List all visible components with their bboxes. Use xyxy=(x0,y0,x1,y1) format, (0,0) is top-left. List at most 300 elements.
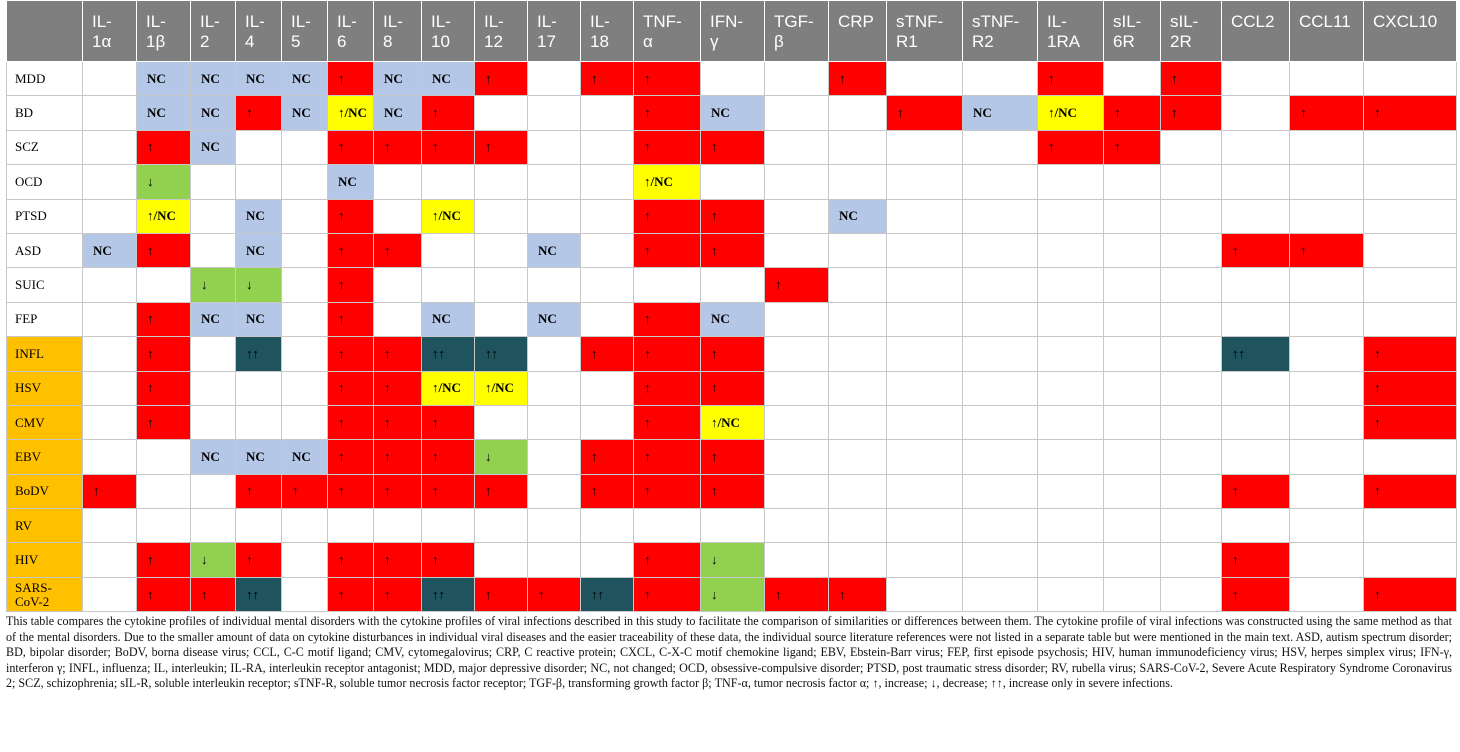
table-cell: ↑ xyxy=(374,371,422,405)
table-cell xyxy=(634,268,701,302)
table-cell xyxy=(1161,509,1222,543)
table-cell xyxy=(1104,62,1161,96)
table-cell xyxy=(1364,543,1457,577)
table-cell xyxy=(137,440,191,474)
table-cell: ↑ xyxy=(422,440,475,474)
table-cell xyxy=(1161,268,1222,302)
table-cell xyxy=(1038,474,1104,508)
table-cell: ↑ xyxy=(1038,62,1104,96)
table-cell: NC xyxy=(83,233,137,267)
table-cell: ↑ xyxy=(374,337,422,371)
table-cell xyxy=(963,371,1038,405)
row-label: MDD xyxy=(7,62,83,96)
table-cell: NC xyxy=(374,62,422,96)
table-cell: NC xyxy=(422,302,475,336)
table-cell xyxy=(1222,199,1290,233)
table-cell: ↑ xyxy=(422,96,475,130)
table-cell xyxy=(83,577,137,611)
table-cell: ↑ xyxy=(137,337,191,371)
table-cell xyxy=(83,371,137,405)
table-cell xyxy=(1038,543,1104,577)
row-label: CMV xyxy=(7,405,83,439)
table-cell: ↑ xyxy=(1104,96,1161,130)
table-cell: NC xyxy=(328,165,374,199)
table-cell xyxy=(475,199,528,233)
table-cell xyxy=(1161,474,1222,508)
table-cell: ↑ xyxy=(422,474,475,508)
table-cell xyxy=(1364,440,1457,474)
table-cell: ↑ xyxy=(1104,130,1161,164)
table-cell xyxy=(765,405,829,439)
table-cell: NC xyxy=(282,96,328,130)
table-cell xyxy=(829,440,887,474)
table-cell xyxy=(963,440,1038,474)
table-cell: ↑ xyxy=(1364,371,1457,405)
table-cell xyxy=(528,543,581,577)
table-cell: ↑ xyxy=(137,405,191,439)
table-cell xyxy=(422,509,475,543)
table-cell: NC xyxy=(137,62,191,96)
table-cell xyxy=(83,337,137,371)
table-cell: ↓ xyxy=(475,440,528,474)
table-cell: ↓ xyxy=(701,543,765,577)
table-cell: ↑↑ xyxy=(422,337,475,371)
table-cell: ↑ xyxy=(701,199,765,233)
table-cell: ↑ xyxy=(374,233,422,267)
table-cell xyxy=(581,165,634,199)
table-cell xyxy=(528,509,581,543)
table-cell xyxy=(581,302,634,336)
table-cell xyxy=(887,405,963,439)
table-cell xyxy=(528,268,581,302)
table-row xyxy=(7,405,1457,439)
table-cell: ↑ xyxy=(1290,96,1364,130)
table-row xyxy=(7,165,1457,199)
table-cell: ↑ xyxy=(1222,543,1290,577)
row-label: RV xyxy=(7,509,83,543)
table-cell xyxy=(83,302,137,336)
table-cell xyxy=(422,268,475,302)
table-cell xyxy=(282,337,328,371)
table-cell xyxy=(475,509,528,543)
table-cell: ↑/NC xyxy=(422,199,475,233)
table-cell xyxy=(528,199,581,233)
table-cell: ↓ xyxy=(137,165,191,199)
row-label: ASD xyxy=(7,233,83,267)
table-cell xyxy=(1364,302,1457,336)
table-cell: NC xyxy=(191,62,236,96)
table-cell xyxy=(282,130,328,164)
table-cell xyxy=(137,474,191,508)
table-cell: ↑ xyxy=(887,96,963,130)
table-cell xyxy=(191,337,236,371)
table-row xyxy=(7,509,1457,543)
table-cell: ↑/NC xyxy=(634,165,701,199)
table-row xyxy=(7,543,1457,577)
table-cell: ↑ xyxy=(191,577,236,611)
row-label: BoDV xyxy=(7,474,83,508)
table-cell: ↑ xyxy=(634,62,701,96)
table-cell: ↑/NC xyxy=(328,96,374,130)
column-header: IL- 8 xyxy=(374,1,422,62)
table-cell xyxy=(1222,440,1290,474)
table-cell: NC xyxy=(282,440,328,474)
table-cell: ↑ xyxy=(1222,233,1290,267)
row-label: INFL xyxy=(7,337,83,371)
table-cell xyxy=(581,543,634,577)
table-cell xyxy=(829,96,887,130)
table-cell xyxy=(528,405,581,439)
table-cell xyxy=(1290,474,1364,508)
table-cell xyxy=(1038,509,1104,543)
table-cell: NC xyxy=(191,130,236,164)
table-cell xyxy=(963,337,1038,371)
table-cell: ↑ xyxy=(1364,405,1457,439)
row-label: EBV xyxy=(7,440,83,474)
table-cell: ↑ xyxy=(137,302,191,336)
table-cell xyxy=(887,577,963,611)
table-cell: ↑ xyxy=(328,577,374,611)
table-cell: NC xyxy=(701,96,765,130)
table-cell xyxy=(1290,371,1364,405)
table-cell xyxy=(765,165,829,199)
table-cell: NC xyxy=(236,302,282,336)
table-row xyxy=(7,199,1457,233)
table-cell xyxy=(887,474,963,508)
table-cell: ↑ xyxy=(282,474,328,508)
table-row xyxy=(7,302,1457,336)
table-cell xyxy=(581,199,634,233)
table-cell xyxy=(236,165,282,199)
table-cell xyxy=(528,337,581,371)
table-cell: ↑ xyxy=(765,268,829,302)
table-cell xyxy=(887,440,963,474)
table-cell: ↑ xyxy=(581,440,634,474)
table-cell xyxy=(829,130,887,164)
table-cell xyxy=(1364,62,1457,96)
table-cell xyxy=(374,268,422,302)
table-cell xyxy=(191,474,236,508)
table-cell: ↑ xyxy=(475,474,528,508)
table-cell: ↑ xyxy=(374,440,422,474)
table-cell xyxy=(191,165,236,199)
table-cell: NC xyxy=(191,96,236,130)
table-cell xyxy=(528,440,581,474)
table-cell xyxy=(1222,302,1290,336)
table-cell: ↑ xyxy=(137,233,191,267)
table-cell xyxy=(1290,199,1364,233)
table-cell xyxy=(528,371,581,405)
table-cell xyxy=(887,509,963,543)
table-cell xyxy=(581,96,634,130)
table-cell: ↑ xyxy=(236,96,282,130)
table-cell: ↑ xyxy=(374,130,422,164)
column-header: CXCL10 xyxy=(1364,1,1457,62)
column-header: CRP xyxy=(829,1,887,62)
table-cell xyxy=(1222,96,1290,130)
table-cell xyxy=(282,405,328,439)
table-cell xyxy=(1290,130,1364,164)
table-cell xyxy=(282,302,328,336)
table-row xyxy=(7,233,1457,267)
column-header: sIL- 2R xyxy=(1161,1,1222,62)
table-cell: ↑↑ xyxy=(1222,337,1290,371)
table-cell xyxy=(963,302,1038,336)
table-cell xyxy=(191,405,236,439)
table-cell xyxy=(1364,233,1457,267)
table-cell: ↑ xyxy=(581,337,634,371)
table-cell xyxy=(887,371,963,405)
table-cell xyxy=(581,130,634,164)
table-cell xyxy=(1222,130,1290,164)
table-cell xyxy=(1038,268,1104,302)
table-cell: ↑↑ xyxy=(422,577,475,611)
table-cell xyxy=(282,233,328,267)
column-header: IL- 17 xyxy=(528,1,581,62)
table-cell xyxy=(765,62,829,96)
table-cell: ↑ xyxy=(328,371,374,405)
table-cell: ↑ xyxy=(374,474,422,508)
table-cell: NC xyxy=(528,302,581,336)
table-cell xyxy=(1290,268,1364,302)
table-cell: NC xyxy=(374,96,422,130)
table-cell: ↑ xyxy=(581,62,634,96)
table-cell xyxy=(528,474,581,508)
table-cell xyxy=(191,371,236,405)
row-label: HIV xyxy=(7,543,83,577)
table-cell xyxy=(829,509,887,543)
table-cell: NC xyxy=(137,96,191,130)
table-cell xyxy=(374,509,422,543)
header-corner xyxy=(7,1,83,62)
table-cell xyxy=(1222,268,1290,302)
table-cell: NC xyxy=(528,233,581,267)
table-cell xyxy=(1038,440,1104,474)
table-cell xyxy=(581,268,634,302)
table-cell xyxy=(1290,62,1364,96)
table-cell xyxy=(1038,337,1104,371)
table-cell xyxy=(475,233,528,267)
column-header: IL- 18 xyxy=(581,1,634,62)
table-cell: ↑↑ xyxy=(475,337,528,371)
column-header: IFN- γ xyxy=(701,1,765,62)
table-cell xyxy=(1222,371,1290,405)
row-label: HSV xyxy=(7,371,83,405)
table-cell: ↑ xyxy=(1364,577,1457,611)
table-cell xyxy=(528,62,581,96)
table-cell: ↑ xyxy=(475,130,528,164)
table-cell xyxy=(1104,440,1161,474)
table-cell: ↑/NC xyxy=(701,405,765,439)
table-cell xyxy=(765,509,829,543)
table-cell: ↑ xyxy=(634,474,701,508)
table-cell xyxy=(1161,337,1222,371)
table-cell xyxy=(963,165,1038,199)
table-cell: ↑ xyxy=(328,405,374,439)
table-cell xyxy=(887,302,963,336)
table-row xyxy=(7,268,1457,302)
table-cell: ↑ xyxy=(1364,96,1457,130)
table-cell xyxy=(581,405,634,439)
table-cell: ↑/NC xyxy=(422,371,475,405)
table-cell: ↑ xyxy=(1222,577,1290,611)
table-cell xyxy=(963,199,1038,233)
table-cell: ↑↑ xyxy=(581,577,634,611)
column-header: IL- 6 xyxy=(328,1,374,62)
table-cell xyxy=(422,165,475,199)
table-cell: ↑↑ xyxy=(236,337,282,371)
table-cell: ↑ xyxy=(634,302,701,336)
table-cell: NC xyxy=(236,233,282,267)
table-cell: NC xyxy=(191,440,236,474)
table-cell xyxy=(887,199,963,233)
table-cell xyxy=(1290,577,1364,611)
table-cell: ↑ xyxy=(634,440,701,474)
table-cell xyxy=(83,199,137,233)
table-cell xyxy=(191,509,236,543)
table-cell: ↑ xyxy=(1161,96,1222,130)
table-cell xyxy=(374,165,422,199)
table-cell xyxy=(328,509,374,543)
table-cell xyxy=(887,268,963,302)
table-cell xyxy=(1038,165,1104,199)
table-cell xyxy=(475,543,528,577)
table-cell xyxy=(282,371,328,405)
table-cell: NC xyxy=(236,62,282,96)
table-cell xyxy=(1222,405,1290,439)
table-cell xyxy=(236,371,282,405)
table-cell xyxy=(765,233,829,267)
table-cell xyxy=(581,233,634,267)
table-cell xyxy=(1038,371,1104,405)
header-row xyxy=(7,1,1457,62)
table-cell xyxy=(475,302,528,336)
row-label: PTSD xyxy=(7,199,83,233)
table-cell xyxy=(83,165,137,199)
table-cell: ↑ xyxy=(634,96,701,130)
row-label: BD xyxy=(7,96,83,130)
table-cell xyxy=(1161,405,1222,439)
table-cell xyxy=(1038,233,1104,267)
table-cell: ↑ xyxy=(236,543,282,577)
table-cell xyxy=(191,199,236,233)
table-cell xyxy=(963,543,1038,577)
table-cell: ↑ xyxy=(1222,474,1290,508)
table-cell xyxy=(1290,509,1364,543)
table-cell xyxy=(1161,233,1222,267)
table-cell: ↑ xyxy=(83,474,137,508)
table-cell xyxy=(829,268,887,302)
table-cell: ↑ xyxy=(701,440,765,474)
table-cell xyxy=(1104,371,1161,405)
table-cell: ↑ xyxy=(475,577,528,611)
table-cell: NC xyxy=(236,199,282,233)
table-cell: ↑ xyxy=(829,62,887,96)
table-cell xyxy=(963,577,1038,611)
table-cell: NC xyxy=(422,62,475,96)
table-cell xyxy=(581,509,634,543)
table-cell xyxy=(829,337,887,371)
table-cell xyxy=(1104,302,1161,336)
table-cell xyxy=(829,543,887,577)
table-cell: ↑ xyxy=(328,268,374,302)
table-row xyxy=(7,577,1457,611)
table-cell: ↑ xyxy=(1364,337,1457,371)
table-cell xyxy=(1222,62,1290,96)
table-cell: ↑ xyxy=(328,440,374,474)
table-cell xyxy=(1104,199,1161,233)
table-cell: ↑ xyxy=(374,543,422,577)
column-header: IL- 1α xyxy=(83,1,137,62)
table-cell: ↑ xyxy=(328,130,374,164)
table-cell xyxy=(282,199,328,233)
table-cell xyxy=(1161,577,1222,611)
table-cell xyxy=(963,405,1038,439)
column-header: IL- 10 xyxy=(422,1,475,62)
table-cell: ↑ xyxy=(328,199,374,233)
table-cell xyxy=(1161,302,1222,336)
table-cell: ↑/NC xyxy=(137,199,191,233)
table-cell: ↑ xyxy=(1290,233,1364,267)
table-cell: NC xyxy=(829,199,887,233)
table-cell xyxy=(1104,268,1161,302)
table-cell xyxy=(634,509,701,543)
table-cell xyxy=(1038,199,1104,233)
table-cell xyxy=(422,233,475,267)
column-header: sTNF- R1 xyxy=(887,1,963,62)
table-cell xyxy=(1038,302,1104,336)
table-row xyxy=(7,440,1457,474)
table-cell: ↑ xyxy=(374,405,422,439)
table-cell xyxy=(1161,165,1222,199)
table-cell: ↑ xyxy=(634,337,701,371)
row-label: SARS- CoV-2 xyxy=(7,577,83,611)
table-cell: ↑/NC xyxy=(1038,96,1104,130)
table-cell xyxy=(887,233,963,267)
table-cell xyxy=(1364,165,1457,199)
table-cell xyxy=(191,233,236,267)
table-cell xyxy=(829,474,887,508)
table-cell xyxy=(1290,165,1364,199)
table-cell xyxy=(963,130,1038,164)
table-cell xyxy=(137,509,191,543)
table-cell: ↑ xyxy=(328,337,374,371)
table-cell xyxy=(83,130,137,164)
table-cell xyxy=(83,268,137,302)
table-cell: NC xyxy=(282,62,328,96)
table-cell: NC xyxy=(191,302,236,336)
table-cell: ↑ xyxy=(634,199,701,233)
column-header: TGF- β xyxy=(765,1,829,62)
table-cell xyxy=(528,130,581,164)
table-cell: ↑ xyxy=(1364,474,1457,508)
table-cell xyxy=(528,96,581,130)
table-cell xyxy=(1290,337,1364,371)
table-cell: ↑ xyxy=(634,405,701,439)
table-cell xyxy=(887,62,963,96)
table-cell xyxy=(765,474,829,508)
table-cell: ↑ xyxy=(422,130,475,164)
table-cell xyxy=(236,130,282,164)
table-cell xyxy=(374,199,422,233)
table-cell xyxy=(475,405,528,439)
table-cell xyxy=(963,268,1038,302)
table-cell: ↑ xyxy=(236,474,282,508)
table-cell xyxy=(1161,130,1222,164)
table-cell: ↑ xyxy=(634,543,701,577)
table-cell: ↑ xyxy=(634,371,701,405)
table-cell: ↓ xyxy=(191,268,236,302)
